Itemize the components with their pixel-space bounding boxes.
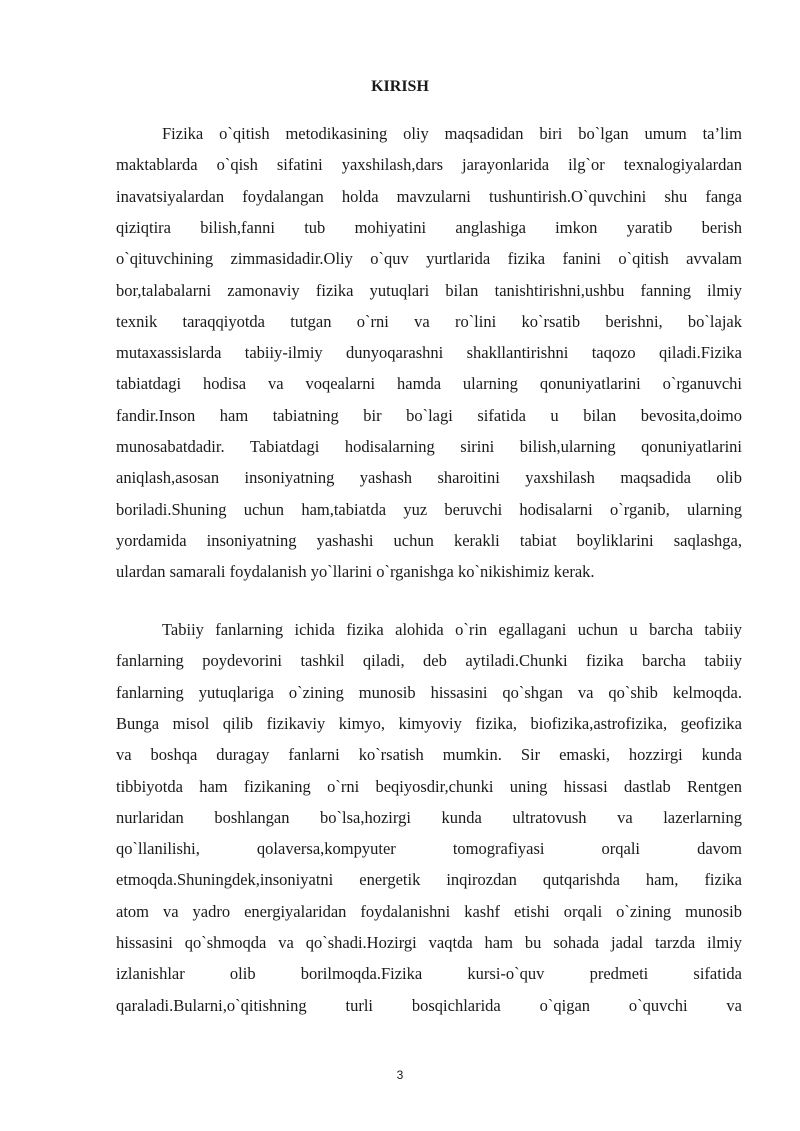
paragraph-2-line: qo`llanilishi, qolaversa,kompyuter tomografiyasi orqali davom <box>116 839 742 859</box>
page-title: KIRISH <box>371 78 429 95</box>
paragraph-1-line: maktablarda o`qish sifatini yaxshilash,dars jarayonlarida ilg`or texnalogiyalardan <box>116 155 742 175</box>
paragraph-1-line: yordamida insoniyatning yashashi uchun kerakli tabiat boyliklarini saqlashga, <box>116 530 742 550</box>
paragraph-2-line: hissasini qo`shmoqda va qo`shadi.Hozirgi vaqtda ham bu sohada jadal tarzda ilmiy <box>116 933 742 952</box>
paragraph-2-line: va boshqa duragay fanlarni ko`rsatish mumkin. Sir emaski, hozzirgi kunda <box>116 745 742 765</box>
paragraph-1-line: o`qituvchining zimmasidadir.Oliy o`quv yurtlarida fizika fanini o`qitish avvalam <box>116 249 742 269</box>
paragraph-2-line: fanlarning poydevorini tashkil qiladi, deb aytiladi.Chunki fizika barcha tabiiy <box>116 651 742 671</box>
paragraph-2-line: atom va yadro energiyalaridan foydalanishni kashf etishi orqali o`zining munosib <box>116 901 742 921</box>
paragraph-1-line: munosabatdadir. Tabiatdagi hodisalarning sirini bilish,ularning qonuniyatlarini <box>116 437 742 456</box>
paragraph-2-line: etmoqda.Shuningdek,insoniyatni energetik inqirozdan qutqarishda ham, fizika <box>116 870 742 890</box>
paragraph-1-line: Fizika o`qitish metodikasining oliy maqsadidan biri bo`lgan umum ta’lim <box>162 124 742 143</box>
paragraph-1-line: qiziqtira bilish,fanni tub mohiyatini anglashiga imkon yaratib berish <box>116 217 742 237</box>
paragraph-1-line: aniqlash,asosan insoniyatning yashash sharoitini yaxshilash maqsadida olib <box>116 468 742 488</box>
paragraph-1-line: texnik taraqqiyotda tutgan o`rni va ro`lini ko`rsatib berishni, bo`lajak <box>116 311 742 331</box>
paragraph-1-line: ulardan samarali foydalanish yo`llarini o`rganishga ko`nikishimiz kerak. <box>116 562 595 582</box>
paragraph-2-line: nurlaridan boshlangan bo`lsa,hozirgi kunda ultratovush va lazerlarning <box>116 807 742 827</box>
paragraph-2-line: qaraladi.Bularni,o`qitishning turli bosqichlarida o`qigan o`quvchi va <box>116 995 742 1015</box>
paragraph-1-line: bor,talabalarni zamonaviy fizika yutuqlari bilan tanishtirishni,ushbu fanning ilmiy <box>116 280 742 300</box>
paragraph-2-line: Tabiiy fanlarning ichida fizika alohida o`rin egallagani uchun u barcha tabiiy <box>162 620 742 639</box>
paragraph-1-line: mutaxassislarda tabiiy-ilmiy dunyoqarashni shakllantirishni taqozo qiladi.Fizika <box>116 343 742 363</box>
page-number: 3 <box>396 1068 404 1082</box>
paragraph-1-line: fandir.Inson ham tabiatning bir bo`lagi sifatida u bilan bevosita,doimo <box>116 405 742 425</box>
paragraph-2-line: fanlarning yutuqlariga o`zining munosib hissasini qo`shgan va qo`shib kelmoqda. <box>116 682 742 702</box>
paragraph-1-line: boriladi.Shuning uchun ham,tabiatda yuz beruvchi hodisalarni o`rganib, ularning <box>116 499 742 519</box>
paragraph-2-line: Bunga misol qilib fizikaviy kimyo, kimyoviy fizika, biofizika,astrofizika, geofizika <box>116 713 742 733</box>
paragraph-2-line: izlanishlar olib borilmoqda.Fizika kursi-o`quv predmeti sifatida <box>116 964 742 984</box>
paragraph-2-line: tibbiyotda ham fizikaning o`rni beqiyosdir,chunki uning hissasi dastlab Rentgen <box>116 776 742 796</box>
paragraph-1-line: inavatsiyalardan foydalangan holda mavzularni tushuntirish.O`quvchini shu fanga <box>116 186 742 206</box>
paragraph-1-line: tabiatdagi hodisa va voqealarni hamda ularning qonuniyatlarini o`rganuvchi <box>116 374 742 394</box>
